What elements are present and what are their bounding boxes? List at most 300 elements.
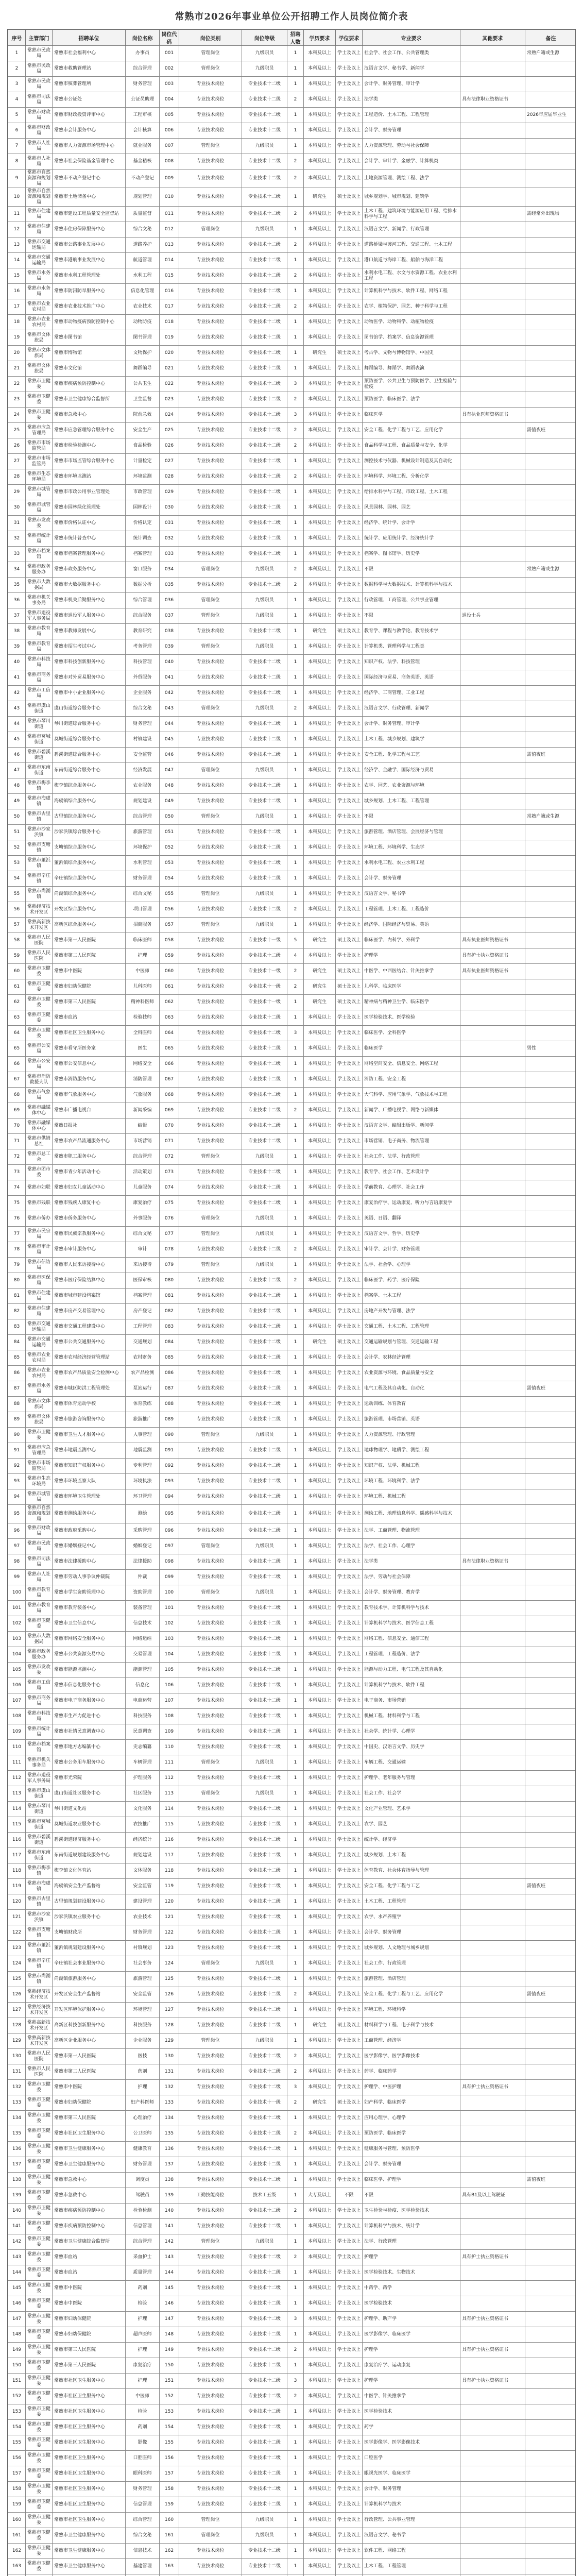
note-cell [525, 253, 576, 268]
education-cell: 本科及以上 [304, 2327, 336, 2343]
unit-cell: 古里镇规划建设服务中心 [53, 1894, 126, 1910]
major-cell: 法学、工商管理、物流管理 [363, 1523, 460, 1539]
code-cell: 153 [160, 2404, 179, 2420]
level-cell: 九级职员 [242, 1956, 287, 1972]
level-cell: 专业技术十二级 [242, 253, 287, 268]
unit-cell: 常熟市港航事业发展中心 [53, 253, 126, 268]
note-cell: 常熟户籍或生源 [525, 809, 576, 825]
code-cell: 089 [160, 1412, 179, 1428]
degree-cell: 学士及以上 [336, 562, 363, 578]
level-cell: 专业技术十二级 [242, 2420, 287, 2435]
seq-cell: 112 [8, 1771, 26, 1786]
unit-cell: 常熟市中医院 [53, 2281, 126, 2296]
education-cell: 研究生 [304, 2095, 336, 2111]
requirement-cell [460, 1771, 525, 1786]
dept-cell: 常熟市生态环境局 [26, 469, 53, 485]
count-cell: 1 [287, 2234, 304, 2250]
table-row [8, 2404, 576, 2420]
note-cell [525, 485, 576, 500]
seq-cell: 97 [8, 1539, 26, 1554]
post-cell: 儿科医师 [126, 979, 160, 995]
seq-cell: 6 [8, 123, 26, 139]
dept-cell: 常熟市妇联 [26, 1180, 53, 1196]
dept-cell: 常熟市农业农村局 [26, 1350, 53, 1366]
major-cell [363, 2574, 460, 2576]
note-cell: 需值夜班 [525, 748, 576, 763]
requirement-cell [460, 624, 525, 639]
requirement-cell [460, 686, 525, 701]
note-cell [525, 1319, 576, 1335]
count-cell: 1 [287, 2033, 304, 2049]
dept-cell: 常熟市交通运输局 [26, 1319, 53, 1335]
table-row [8, 1616, 576, 1632]
count-cell: 1 [287, 516, 304, 531]
table-row [8, 188, 576, 207]
unit-cell: 常熟市价格认证中心 [53, 516, 126, 531]
education-cell: 本科及以上 [304, 1366, 336, 1381]
table-row [8, 438, 576, 454]
education-cell: 本科及以上 [304, 1863, 336, 1879]
requirement-cell [460, 2033, 525, 2049]
level-cell: 专业技术十二级 [242, 717, 287, 732]
major-cell: 房地产开发与管理、法学 [363, 1304, 460, 1319]
major-cell: 风景园林、园林、园艺 [363, 500, 460, 516]
count-cell: 4 [287, 948, 304, 964]
post-cell: 农业技术 [126, 1910, 160, 1925]
requirement-cell [460, 547, 525, 562]
code-cell: 159 [160, 2497, 179, 2513]
education-cell: 本科及以上 [304, 485, 336, 500]
post-cell: 图书管理 [126, 330, 160, 346]
table-row [8, 2466, 576, 2482]
major-cell: 电子商务、市场营销 [363, 1693, 460, 1709]
degree-cell: 学士及以上 [336, 253, 363, 268]
dept-cell: 常熟市住建局 [26, 222, 53, 238]
major-cell: 康复治疗学、运动康复、听力与言语康复学 [363, 1196, 460, 1211]
education-cell: 本科及以上 [304, 222, 336, 238]
post-cell: 项目管理 [126, 902, 160, 918]
unit-cell: 常熟市知识产权服务中心 [53, 1459, 126, 1474]
code-cell: 079 [160, 1258, 179, 1273]
category-cell: 专业技术岗位 [179, 1180, 242, 1196]
post-cell: 统计调查 [126, 531, 160, 547]
note-cell [525, 1149, 576, 1165]
degree-cell [336, 2574, 363, 2576]
unit-cell: 常熟市妇幼保健院 [53, 2327, 126, 2343]
post-cell: 环卫管理 [126, 1489, 160, 1505]
note-cell [525, 1242, 576, 1258]
table-row [8, 2018, 576, 2033]
post-cell: 综合文秘 [126, 887, 160, 902]
count-cell: 1 [287, 2482, 304, 2497]
count-cell: 2 [287, 578, 304, 593]
unit-cell: 虞山街道综合服务中心 [53, 701, 126, 717]
dept-cell: 常熟市住建局 [26, 1289, 53, 1304]
post-cell: 综合服务 [126, 608, 160, 624]
degree-cell: 学士及以上 [336, 330, 363, 346]
table-row [8, 1304, 576, 1319]
unit-cell: 常熟市环境监测站 [53, 469, 126, 485]
degree-cell: 学士及以上 [336, 268, 363, 284]
level-cell: 专业技术十二级 [242, 1817, 287, 1833]
note-cell [525, 1180, 576, 1196]
requirement-cell [460, 840, 525, 856]
category-cell: 专业技术岗位 [179, 1134, 242, 1149]
level-cell: 专业技术十二级 [242, 299, 287, 315]
seq-cell: 101 [8, 1601, 26, 1616]
count-cell: 1 [287, 1786, 304, 1802]
table-row [8, 2389, 576, 2404]
requirement-cell [460, 1632, 525, 1647]
count-cell: 1 [287, 123, 304, 139]
education-cell: 本科及以上 [304, 2497, 336, 2513]
degree-cell: 学士及以上 [336, 1817, 363, 1833]
seq-cell: 19 [8, 330, 26, 346]
category-cell: 专业技术岗位 [179, 330, 242, 346]
level-cell: 专业技术十一级 [242, 979, 287, 995]
requirement-cell [460, 1709, 525, 1724]
major-cell: 国际经济与贸易、商务英语、英语 [363, 670, 460, 686]
seq-cell: 114 [8, 1802, 26, 1817]
dept-cell: 常熟市财政局 [26, 108, 53, 123]
post-cell: 财务管理 [126, 871, 160, 887]
seq-cell: 134 [8, 2111, 26, 2126]
dept-cell: 常熟市卫健委 [26, 392, 53, 408]
level-cell: 专业技术十一级 [242, 964, 287, 979]
category-cell: 专业技术岗位 [179, 856, 242, 871]
table-row [8, 500, 576, 516]
table-row [8, 1956, 576, 1972]
dept-cell: 常熟市水务局 [26, 1381, 53, 1397]
requirement-cell [460, 2513, 525, 2528]
count-cell: 1 [287, 1072, 304, 1088]
education-cell: 本科及以上 [304, 2482, 336, 2497]
table-row [8, 1412, 576, 1428]
table-row [8, 2095, 576, 2111]
table-row [8, 639, 576, 655]
requirement-cell [460, 170, 525, 188]
level-cell: 专业技术十二级 [242, 1554, 287, 1570]
post-cell: 资助管理 [126, 1585, 160, 1601]
unit-cell: 琴川街道综合服务中心 [53, 717, 126, 732]
education-cell: 本科及以上 [304, 1088, 336, 1103]
unit-cell: 常熟市建设工程质量安全监督站 [53, 207, 126, 222]
note-cell [525, 2513, 576, 2528]
header-cell: 其他要求 [460, 30, 525, 46]
major-cell: 地球物理学、地质学、测绘工程 [363, 1443, 460, 1459]
degree-cell: 学士及以上 [336, 2528, 363, 2544]
unit-cell: 常熟市社区卫生服务中心 [53, 2482, 126, 2497]
major-cell: 英语、日语、翻译 [363, 1211, 460, 1227]
seq-cell: 87 [8, 1381, 26, 1397]
level-cell: 专业技术十二级 [242, 154, 287, 170]
unit-cell: 常熟市医疗保险结算中心 [53, 1273, 126, 1289]
unit-cell: 常熟市血站 [53, 2250, 126, 2265]
count-cell: 1 [287, 1505, 304, 1523]
education-cell: 本科及以上 [304, 732, 336, 748]
code-cell: 150 [160, 2358, 179, 2374]
note-cell: 需值夜班 [525, 2173, 576, 2188]
seq-cell: 69 [8, 1103, 26, 1118]
major-cell: 工程管理、土木工程、工程造价 [363, 902, 460, 918]
note-cell [525, 1474, 576, 1489]
level-cell: 专业技术十二级 [242, 825, 287, 840]
count-cell: 1 [287, 2420, 304, 2435]
seq-cell: 135 [8, 2126, 26, 2142]
degree-cell: 学士及以上 [336, 77, 363, 92]
table-row [8, 655, 576, 670]
seq-cell: 161 [8, 2528, 26, 2544]
count-cell: 1 [287, 1601, 304, 1616]
dept-cell: 常熟市虞山街道 [26, 1786, 53, 1802]
seq-cell: 46 [8, 748, 26, 763]
seq-cell: 139 [8, 2188, 26, 2204]
unit-cell: 常熟市妇幼保健院 [53, 2312, 126, 2327]
degree-cell: 学士及以上 [336, 1366, 363, 1381]
count-cell: 1 [287, 1366, 304, 1381]
category-cell: 专业技术岗位 [179, 2358, 242, 2374]
category-cell: 专业技术岗位 [179, 1088, 242, 1103]
post-cell: 仲裁 [126, 1570, 160, 1585]
major-cell: 体育教育、社会体育指导与管理 [363, 1863, 460, 1879]
seq-cell [8, 2574, 26, 2576]
requirement-cell [460, 1941, 525, 1956]
note-cell: 常熟户籍或生源 [525, 562, 576, 578]
count-cell: 1 [287, 2265, 304, 2281]
count-cell: 1 [287, 2544, 304, 2559]
post-cell: 安全监管 [126, 1987, 160, 2003]
count-cell: 1 [287, 1397, 304, 1412]
level-cell: 专业技术十二级 [242, 1505, 287, 1523]
dept-cell: 常熟市莫城街道 [26, 1817, 53, 1833]
dept-cell: 常熟市卫健委 [26, 2250, 53, 2265]
seq-cell: 92 [8, 1459, 26, 1474]
category-cell: 专业技术岗位 [179, 2389, 242, 2404]
count-cell: 1 [287, 593, 304, 608]
major-cell: 口腔医学 [363, 2451, 460, 2466]
count-cell: 1 [287, 825, 304, 840]
education-cell: 研究生 [304, 2018, 336, 2033]
dept-cell: 常熟市应急管理局 [26, 1443, 53, 1459]
count-cell: 1 [287, 918, 304, 933]
note-cell [525, 1273, 576, 1289]
seq-cell: 67 [8, 1072, 26, 1088]
count-cell: 1 [287, 2111, 304, 2126]
requirement-cell [460, 188, 525, 207]
major-cell: 会计学、农林经济管理 [363, 1350, 460, 1366]
level-cell: 专业技术十二级 [242, 2049, 287, 2064]
unit-cell: 常熟市土地储备中心 [53, 188, 126, 207]
table-row [8, 2281, 576, 2296]
code-cell: 004 [160, 92, 179, 108]
note-cell [525, 2250, 576, 2265]
unit-cell: 常熟市环境监察大队 [53, 1474, 126, 1489]
requirement-cell [460, 2296, 525, 2312]
degree-cell: 学士及以上 [336, 531, 363, 547]
unit-cell: 常熟市机关后勤服务中心 [53, 593, 126, 608]
code-cell: 162 [160, 2544, 179, 2559]
table-row [8, 1428, 576, 1443]
level-cell: 专业技术十二级 [242, 624, 287, 639]
level-cell: 九级职员 [242, 2513, 287, 2528]
unit-cell: 常熟市防汛防旱服务中心 [53, 284, 126, 299]
seq-cell: 14 [8, 253, 26, 268]
major-cell: 汉语言文学、秘书学 [363, 2528, 460, 2544]
seq-cell: 163 [8, 2559, 26, 2574]
unit-cell: 常熟市第二人民医院 [53, 948, 126, 964]
requirement-cell [460, 1755, 525, 1771]
unit-cell: 常熟市应急管理综合服务中心 [53, 423, 126, 438]
seq-cell: 119 [8, 1879, 26, 1894]
post-cell: 村镇建设 [126, 732, 160, 748]
degree-cell: 学士及以上 [336, 1833, 363, 1848]
post-cell: 健康教育 [126, 2142, 160, 2157]
seq-cell: 39 [8, 639, 26, 655]
degree-cell: 学士及以上 [336, 2482, 363, 2497]
major-cell: 中医学、针灸推拿学 [363, 2389, 460, 2404]
education-cell: 本科及以上 [304, 1894, 336, 1910]
note-cell [525, 2574, 576, 2576]
count-cell: 1 [287, 1616, 304, 1632]
post-cell: 教育研究 [126, 624, 160, 639]
post-cell: 财务管理 [126, 717, 160, 732]
note-cell [525, 1925, 576, 1941]
note-cell [525, 2327, 576, 2343]
major-cell: 环境工程、环境科学、生态学 [363, 840, 460, 856]
unit-cell: 碧溪街道综合服务中心 [53, 748, 126, 763]
post-cell: 计量检定 [126, 454, 160, 469]
requirement-cell [460, 108, 525, 123]
education-cell: 本科及以上 [304, 655, 336, 670]
requirement-cell [460, 2049, 525, 2064]
post-cell: 全科医师 [126, 1026, 160, 1041]
code-cell: 149 [160, 2343, 179, 2358]
category-cell: 管理岗位 [179, 562, 242, 578]
table-row [8, 562, 576, 578]
table-row [8, 299, 576, 315]
requirement-cell [460, 1118, 525, 1134]
level-cell: 九级职员 [242, 593, 287, 608]
count-cell: 1 [287, 1585, 304, 1601]
table-row [8, 2142, 576, 2157]
dept-cell: 常熟市卫健委 [26, 2281, 53, 2296]
table-row [8, 284, 576, 299]
code-cell: 012 [160, 222, 179, 238]
category-cell: 管理岗位 [179, 887, 242, 902]
note-cell [525, 825, 576, 840]
seq-cell: 32 [8, 531, 26, 547]
requirement-cell [460, 531, 525, 547]
dept-cell: 常熟市民政局 [26, 46, 53, 61]
note-cell [525, 2049, 576, 2064]
note-cell [525, 330, 576, 346]
seq-cell: 94 [8, 1489, 26, 1505]
education-cell: 研究生 [304, 188, 336, 207]
degree-cell: 学士及以上 [336, 2064, 363, 2080]
degree-cell: 学士及以上 [336, 840, 363, 856]
level-cell: 专业技术十二级 [242, 1489, 287, 1505]
unit-cell: 虞山街道社区服务中心 [53, 1786, 126, 1802]
table-row [8, 1335, 576, 1350]
post-cell: 安全生产 [126, 423, 160, 438]
note-cell [525, 948, 576, 964]
note-cell [525, 1678, 576, 1693]
major-cell: 土木工程、建筑环境与能源应用工程、给排水科学与工程 [363, 207, 460, 222]
degree-cell: 学士及以上 [336, 1693, 363, 1709]
dept-cell: 常熟市机关事务局 [26, 593, 53, 608]
post-cell: 价格认定 [126, 516, 160, 531]
major-cell: 舞蹈编导、舞蹈学、舞蹈表演 [363, 361, 460, 377]
unit-cell: 常熟市环境卫生管理处 [53, 1489, 126, 1505]
post-cell: 安全监管 [126, 748, 160, 763]
unit-cell: 常熟市侨务服务中心 [53, 1211, 126, 1227]
table-row [8, 2497, 576, 2513]
education-cell: 本科及以上 [304, 1118, 336, 1134]
dept-cell: 常熟经济技术开发区 [26, 902, 53, 918]
code-cell: 112 [160, 1771, 179, 1786]
unit-cell: 高新区科技创新服务中心 [53, 2018, 126, 2033]
post-cell: 护理服务 [126, 1771, 160, 1786]
post-cell: 环境保护 [126, 840, 160, 856]
level-cell: 专业技术十二级 [242, 1118, 287, 1134]
category-cell: 专业技术岗位 [179, 1972, 242, 1987]
seq-cell: 128 [8, 2018, 26, 2033]
note-cell [525, 469, 576, 485]
level-cell: 专业技术十二级 [242, 1910, 287, 1925]
post-cell: 史志编纂 [126, 1740, 160, 1755]
degree-cell: 学士及以上 [336, 2374, 363, 2389]
category-cell: 专业技术岗位 [179, 948, 242, 964]
major-cell: 经济学、金融学、国际经济与贸易 [363, 763, 460, 778]
seq-cell: 71 [8, 1134, 26, 1149]
post-cell: 规划管理 [126, 188, 160, 207]
table-row [8, 2296, 576, 2312]
major-cell: 车辆工程、交通运输 [363, 1755, 460, 1771]
count-cell: 2 [287, 469, 304, 485]
category-cell: 专业技术岗位 [179, 469, 242, 485]
degree-cell: 硕士及以上 [336, 1335, 363, 1350]
degree-cell: 学士及以上 [336, 1165, 363, 1180]
major-cell: 数据科学与大数据技术、计算机科学与技术 [363, 578, 460, 593]
unit-cell: 沙家浜镇综合服务中心 [53, 825, 126, 840]
education-cell: 本科及以上 [304, 1227, 336, 1242]
level-cell: 专业技术十二级 [242, 1693, 287, 1709]
seq-cell: 23 [8, 392, 26, 408]
major-cell: 图书馆学、档案学、信息资源管理 [363, 330, 460, 346]
education-cell: 本科及以上 [304, 2281, 336, 2296]
requirement-cell [460, 1397, 525, 1412]
post-cell: 地震监测 [126, 1443, 160, 1459]
seq-cell: 53 [8, 856, 26, 871]
major-cell: 能源与动力工程、电气工程及其自动化 [363, 1663, 460, 1678]
code-cell: 132 [160, 2080, 179, 2095]
level-cell: 专业技术十二级 [242, 1709, 287, 1724]
code-cell: 011 [160, 207, 179, 222]
degree-cell: 硕士及以上 [336, 624, 363, 639]
level-cell: 专业技术十二级 [242, 1972, 287, 1987]
post-cell: 企业服务 [126, 686, 160, 701]
unit-cell: 常熟市大数据服务中心 [53, 578, 126, 593]
category-cell: 专业技术岗位 [179, 188, 242, 207]
requirement-cell [460, 1428, 525, 1443]
major-cell: 法学、行政管理 [363, 2234, 460, 2250]
note-cell [525, 918, 576, 933]
dept-cell: 常熟经济技术开发区 [26, 2003, 53, 2018]
category-cell: 专业技术岗位 [179, 1570, 242, 1585]
code-cell: 110 [160, 1740, 179, 1755]
seq-cell: 74 [8, 1180, 26, 1196]
count-cell: 1 [287, 1956, 304, 1972]
